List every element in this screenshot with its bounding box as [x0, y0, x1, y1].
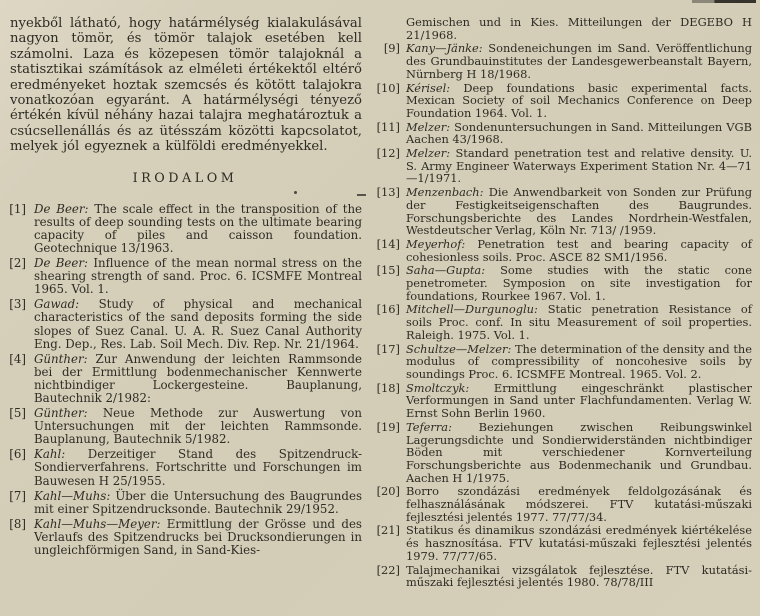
reference-text: The scale effect in the transposition of the results of deep sounding tests on the ultimate bearing capacity of piles and caisson foundation. Geotechnique 13/1963. [34, 201, 363, 255]
reference-item-2 [8, 257, 362, 296]
reference-item-21 [376, 524, 752, 562]
reference-number: [21] [376, 523, 400, 538]
reference-number: [8] [9, 516, 26, 531]
reference-text: Derzeitiger Stand des Spitzendruck-Sondierverfahrens. Fortschritte und Forschungen im Bauwesen H 25/1955. [34, 447, 363, 488]
reference-author: Günther: [34, 351, 88, 366]
reference-item-17 [376, 343, 752, 381]
reference-author: Mitchell—Durgunoglu: [406, 302, 538, 317]
reference-text: Influence of the mean normal stress on the shearing strength of sand. Proc. 6. ICSMFE Montreal 1965. Vol. 1. [34, 256, 362, 297]
reference-text: Ermittlung der Grösse und des Verlaufs des Spitzendrucks bei Drucksondierungen in ungleichförmigen Sand, in Sand-Kies- [34, 516, 362, 557]
left-column [8, 14, 362, 590]
reference-text: Standard penetration test and relative density. U. S. Army Engineer Waterways Experiment Station Nr. 4—71—1/1971. [406, 146, 752, 186]
reference-author: Meyerhof: [406, 236, 466, 251]
reference-author: Menzenbach: [406, 185, 484, 200]
reference-item-4 [8, 353, 362, 405]
reference-text: Penetration test and bearing capacity of cohesionless soils. Proc. ASCE 82 SM1/1956. [406, 236, 752, 264]
reference-text: Die Anwendbarkeit von Sonden zur Prüfung der Festigkeitseigenschaften des Baugrundes. Forschungsberichte des Landes Nordrhein-Westfalen, Westdeutscher Verlag, Köln Nr. 713/ /1959. [406, 185, 753, 238]
reference-item-13 [376, 186, 752, 237]
reference-author: Smoltczyk: [406, 380, 470, 395]
scan-artifact-top-edge [692, 0, 756, 3]
reference-text: Deep foundations basic experimental facts. Mexican Society of soil Mechanics Conference on Deep Foundation 1964. Vol. 1. [406, 80, 752, 120]
reference-8-continuation: Gemischen und in Kies. Mitteilungen der DEGEBO H 21/1968. [406, 15, 752, 42]
reference-number: [9] [383, 41, 400, 56]
scan-artifact-dash [357, 194, 366, 196]
reference-author: Gawad: [34, 297, 80, 312]
reference-item-1 [8, 203, 362, 255]
reference-text: Borro szondázási eredmények feldolgozásának és felhasználásának módszerei. FTV kutatási-műszaki fejlesztési jelentés 1977. 77/77/34. [406, 484, 752, 524]
reference-author: Günther: [34, 406, 88, 421]
reference-author: Melzer: [406, 119, 451, 134]
reference-item-10 [376, 82, 752, 120]
reference-number: [12] [376, 146, 400, 161]
reference-item-7 [8, 490, 362, 516]
reference-item-14 [376, 238, 752, 263]
reference-author: Kahl—Muhs—Meyer: [34, 516, 161, 531]
reference-number: [13] [376, 185, 400, 200]
reference-item-6 [8, 448, 362, 487]
reference-number: [20] [376, 484, 400, 499]
reference-author: Melzer: [406, 146, 451, 161]
scan-artifact-dot [294, 191, 297, 194]
reference-text: Sondenuntersuchungen in Sand. Mitteilungen VGB Aachen 43/1968. [406, 119, 752, 147]
reference-item-3 [8, 298, 362, 350]
reference-number: [4] [9, 351, 26, 366]
reference-number: [2] [9, 256, 26, 271]
reference-number: [7] [9, 488, 26, 503]
reference-author: De Beer: [34, 256, 89, 271]
reference-text: Sondeneichungen im Sand. Veröffentlichung des Grundbauinstitutes der Landesgewerbeanstalt Bayern, Nürnberg H 18/1968. [406, 41, 752, 81]
two-column-layout [8, 14, 756, 590]
reference-text: Ermittlung eingeschränkt plastischer Verformungen in Sand unter Flachfundamenten. Verlag W. Ernst Sohn Berlin 1960. [406, 380, 752, 421]
reference-number: [5] [9, 406, 26, 421]
reference-text: Study of physical and mechanical characteristics of the sand deposits forming the side slopes of Suez Canal. U. A. R. Suez Canal Authority Eng. Dep., Res. Lab. Soil Mech. Div. Rep. Nr. 21/1964. [34, 297, 362, 351]
reference-author: Teferra: [406, 419, 452, 434]
reference-text: The determination of the density and the modulus of compressibility of noncohesive soils by soundings Proc. 6. ICSMFE Montreal. 1965. Vol. 2. [406, 341, 752, 381]
reference-number: [14] [376, 236, 400, 251]
reference-item-22 [376, 564, 752, 589]
reference-item-11 [376, 121, 752, 146]
reference-number: [17] [376, 341, 400, 356]
reference-number: [15] [376, 263, 400, 278]
reference-author: Kérisel: [406, 80, 451, 95]
reference-author: De Beer: [34, 201, 89, 216]
reference-item-18 [376, 382, 752, 420]
reference-author: Saha—Gupta: [406, 263, 486, 278]
bibliography-heading: IRODALOM [132, 170, 238, 186]
reference-item-16 [376, 303, 752, 341]
reference-text: Some studies with the static cone penetrometer. Symposion on site investigation for foundations, Rourkee 1967. Vol. 1. [406, 263, 752, 303]
reference-author: Schultze—Melzer: [406, 341, 512, 356]
reference-item-15 [376, 264, 752, 302]
right-column [376, 14, 752, 590]
reference-text: Neue Methode zur Auswertung von Untersuchungen mit der leichten Rammsonde. Bauplanung, Bautechnik 5/1982. [34, 406, 362, 447]
reference-number: [10] [376, 80, 400, 95]
reference-item-5 [8, 407, 362, 446]
reference-item-8 [8, 518, 362, 557]
reference-item-12 [376, 147, 752, 185]
reference-text: Statikus és dinamikus szondázási eredmények kiértékelése és hasznosítása. FTV kutatási-műszaki fejlesztési jelentés 1979. 77/77/65. [406, 523, 752, 563]
reference-number: [18] [376, 380, 400, 395]
reference-number: [1] [9, 201, 26, 216]
reference-item-19 [376, 421, 752, 485]
intro-paragraph: nyekből látható, hogy határmélység kialakulásával nagyon tömör, és tömör talajok esetében kell számolni. Laza és közepesen tömör talajoknál a statisztikai számítások az elméleti értékektől eltérő eredményeket hoztak szemcsés és kötött talajokra vonatkozóan egyaránt. A határmélységi tényező értékén kívül néhány hazai talajra meghatároztuk a csúcsellenállás és az ütésszám közötti kapcsolatot, melyek jól egyeznek a külföldi eredményekkel. [10, 16, 362, 155]
reference-item-9 [376, 42, 752, 80]
reference-number: [6] [9, 447, 26, 462]
reference-author: Kahl—Muhs: [34, 488, 111, 503]
reference-text: Static penetration Resistance of soils Proc. conf. In situ Measurement of soil properties. Raleigh. 1975. Vol. 1. [406, 302, 752, 342]
reference-author: Kany—Jänke: [406, 41, 483, 56]
reference-author: Kahl: [34, 447, 66, 462]
reference-text: Talajmechanikai vizsgálatok fejlesztése. FTV kutatási-műszaki fejlesztési jelentés 1980. 78/78/III [406, 562, 752, 590]
reference-item-20 [376, 485, 752, 523]
reference-number: [11] [376, 119, 400, 134]
reference-number: [3] [9, 297, 26, 312]
reference-text: Zur Anwendung der leichten Rammsonde bei der Ermittlung bodenmechanischer Kennwerte nichtbindiger Lockergesteine. Bauplanung, Bautechnik 2/1982: [34, 351, 362, 405]
reference-text: Beziehungen zwischen Reibungswinkel Lagerungsdichte und Sondierwiderständen nichtbindiger Böden mit verschiedener Kornverteilung Forschungsberichte aus Bodenmechanik und Grundbau. Aachen H 1/1975. [406, 419, 752, 485]
reference-number: [19] [376, 419, 400, 434]
reference-number: [16] [376, 302, 400, 317]
reference-text: Über die Untersuchung des Baugrundes mit einer Spitzendrucksonde. Bautechnik 29/1952. [34, 488, 362, 516]
reference-number: [22] [376, 562, 400, 577]
